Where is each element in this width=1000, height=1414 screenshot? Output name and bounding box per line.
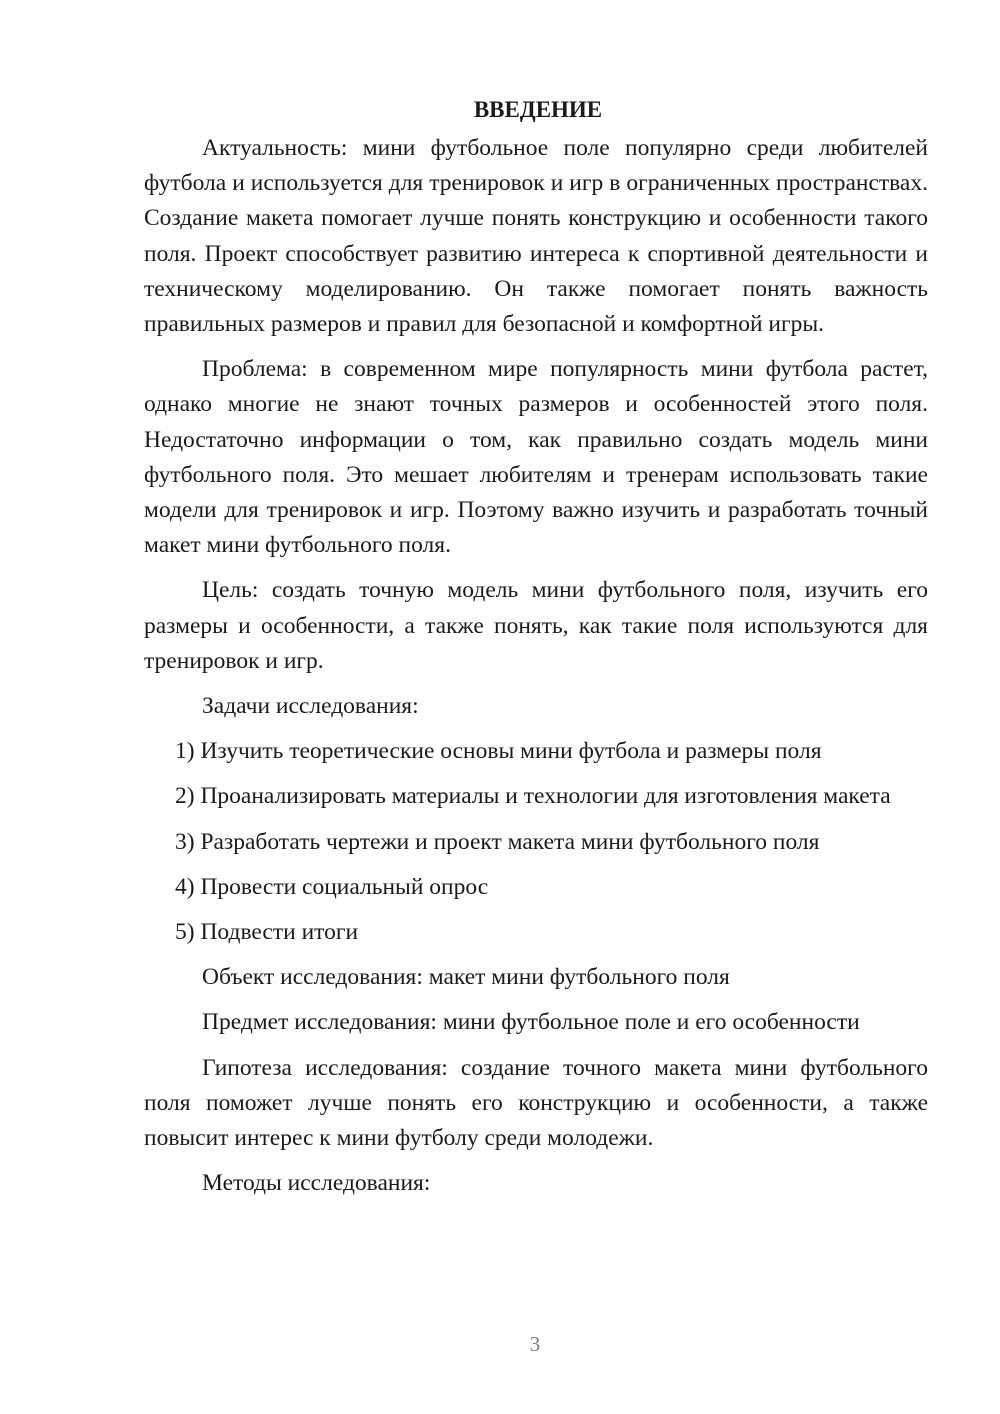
section-heading: ВВЕДЕНИЕ: [473, 97, 603, 122]
tasks-title: Задачи исследования:: [202, 693, 419, 720]
document-page: [144, 92, 928, 1211]
paragraph-object: Объект исследования: макет мини футбольного поля: [202, 964, 730, 991]
paragraph-relevance: Актуальность: мини футбольное поле популярно среди любителей футбола и используется для тренировок и игр в ограниченных пространствах. Создание макета помогает лучше понять конструкцию и особенности такого поля. Проект способствует развитию интереса к спортивной деятельности и техническому моделированию. Он также помогает понять важность правильных размеров и правил для безопасной и комфортной игры.: [144, 135, 928, 338]
paragraph-subject: Предмет исследования: мини футбольное поле и его особенности: [202, 1009, 860, 1036]
paragraph-hypothesis: Гипотеза исследования: создание точного макета мини футбольного поля поможет лучше понять его конструкцию и особенности, а также повысит интерес к мини футболу среди молодежи.: [144, 1054, 928, 1152]
methods-title: Методы исследования:: [202, 1170, 431, 1197]
task-item-5: 5) Подвести итоги: [175, 919, 359, 946]
paragraph-problem: Проблема: в современном мире популярность мини футбола растет, однако многие не знают точных размеров и особенностей этого поля. Недостаточно информации о том, как правильно создать модель мини футбольного поля. Это мешает любителям и тренерам использовать такие модели для тренировок и игр. Поэтому важно изучить и разработать точный макет мини футбольного поля.: [144, 356, 928, 559]
task-item-4: 4) Провести социальный опрос: [175, 873, 489, 900]
task-item-3: 3) Разработать чертежи и проект макета мини футбольного поля: [175, 828, 820, 855]
task-item-2: 2) Проанализировать материалы и технологии для изготовления макета: [175, 783, 891, 810]
task-item-1: 1) Изучить теоретические основы мини футбола и размеры поля: [175, 738, 822, 765]
page-number: 3: [529, 1332, 541, 1356]
paragraph-goal: Цель: создать точную модель мини футбольного поля, изучить его размеры и особенности, а также понять, как такие поля используются для тренировок и игр.: [144, 577, 928, 674]
